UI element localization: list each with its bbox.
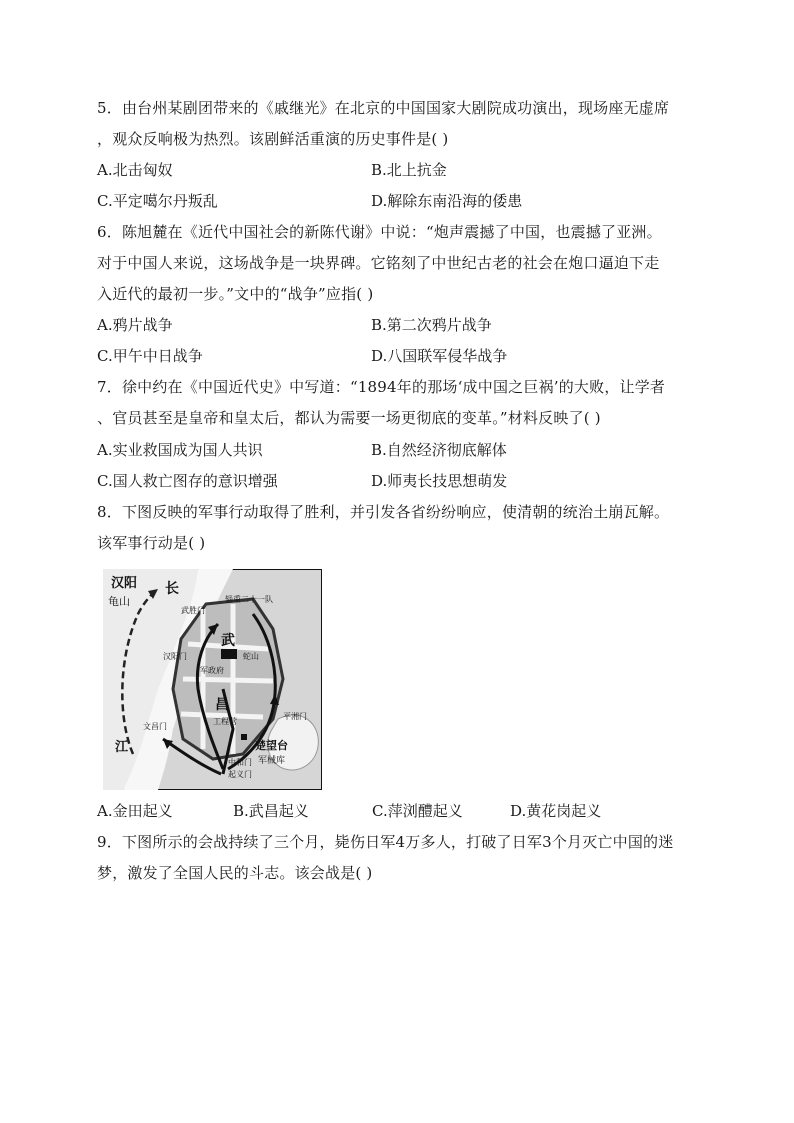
label-shi: 蛇山 <box>243 652 259 661</box>
q7-stem-line2: 、官员甚至是皇帝和皇太后，都认为需要一场更彻底的变革。”材料反映了( ) <box>97 409 601 427</box>
label-zhonghemen: 中和门 <box>228 758 252 767</box>
label-junxieku: 军械库 <box>258 756 286 766</box>
q7-option-b: B.自然经济彻底解体 <box>371 441 507 459</box>
q6-option-a: A.鸦片战争 <box>97 316 173 334</box>
q8-option-b: B.武昌起义 <box>233 802 309 820</box>
wuchang-uprising-map <box>103 569 322 790</box>
q6-option-c: C.甲午中日战争 <box>97 347 203 365</box>
q5-stem-line1: 5．由台州某剧团带来的《戚继光》在北京的中国国家大剧院成功演出，现场座无虚席 <box>97 99 670 117</box>
q8-option-d: D.黄花岗起义 <box>510 802 602 820</box>
label-junshi: 军政府 <box>200 666 224 675</box>
q6-option-b: B.第二次鸦片战争 <box>371 316 492 334</box>
q5-stem-line2: ，观众反响极为热烈。该剧鲜活重演的历史事件是( ) <box>97 130 449 148</box>
q6-stem-line3: 入近代的最初一步。”文中的“战争”应指( ) <box>97 285 374 303</box>
label-qiyimen: 起义门 <box>228 770 252 779</box>
label-wenchangmen: 文昌门 <box>143 722 167 731</box>
label-hanyang: 汉阳 <box>111 576 138 591</box>
label-pingxiangmen: 平湘门 <box>283 712 307 721</box>
q7-option-a: A.实业救国成为国人共识 <box>97 441 263 459</box>
label-hanyangmen: 汉阳门 <box>163 652 187 661</box>
yamen-mark <box>221 649 237 659</box>
label-chang: 长 <box>165 581 179 597</box>
q7-option-d: D.师夷长技思想萌发 <box>371 472 508 490</box>
q8-stem-line1: 8．下图反映的军事行动取得了胜利，并引发各省纷纷响应，使清朝的统治土崩瓦解。 <box>97 503 670 521</box>
q6-stem-line1: 6．陈旭麓在《近代中国社会的新陈代谢》中说：“炮声震撼了中国，也震撼了亚洲。 <box>97 223 662 241</box>
q8-option-c: C.萍浏醴起义 <box>372 802 463 820</box>
arsenal-mark <box>241 734 247 740</box>
q6-option-d: D.八国联军侵华战争 <box>371 347 508 365</box>
q6-stem-line2: 对于中国人来说，这场战争是一块界碑。它铭刻了中世纪古老的社会在炮口逼迫下走 <box>97 254 660 272</box>
label-chang2: 昌 <box>215 697 229 713</box>
q5-option-d: D.解除东南沿海的倭患 <box>371 192 523 210</box>
q9-stem-line1: 9．下图所示的会战持续了三个月，毙伤日军4万多人，打破了日军3个月灭亡中国的迷 <box>97 833 674 851</box>
q8-stem-line2: 该军事行动是( ) <box>97 534 206 552</box>
label-chuwangtai: 楚望台 <box>255 739 288 752</box>
q8-option-a: A.金田起义 <box>97 802 173 820</box>
q9-stem-line2: 梦，激发了全国人民的斗志。该会战是( ) <box>97 864 373 882</box>
q7-stem-line1: 7．徐中约在《中国近代史》中写道：“1894年的那场‘成中国之巨祸’的大败，让学者 <box>97 378 666 396</box>
label-wushengmen: 武胜门 <box>181 606 205 615</box>
label-gongchengying: 工程营 <box>213 717 237 726</box>
label-wu: 武 <box>221 633 235 649</box>
label-dui: 辎重二十一队 <box>225 595 273 604</box>
q5-option-b: B.北上抗金 <box>371 161 447 179</box>
label-jiang: 江 <box>115 740 129 755</box>
q5-option-c: C.平定噶尔丹叛乱 <box>97 192 218 210</box>
q7-option-c: C.国人救亡图存的意识增强 <box>97 472 278 490</box>
label-guishan: 龟山 <box>108 595 130 608</box>
q5-option-a: A.北击匈奴 <box>97 161 173 179</box>
